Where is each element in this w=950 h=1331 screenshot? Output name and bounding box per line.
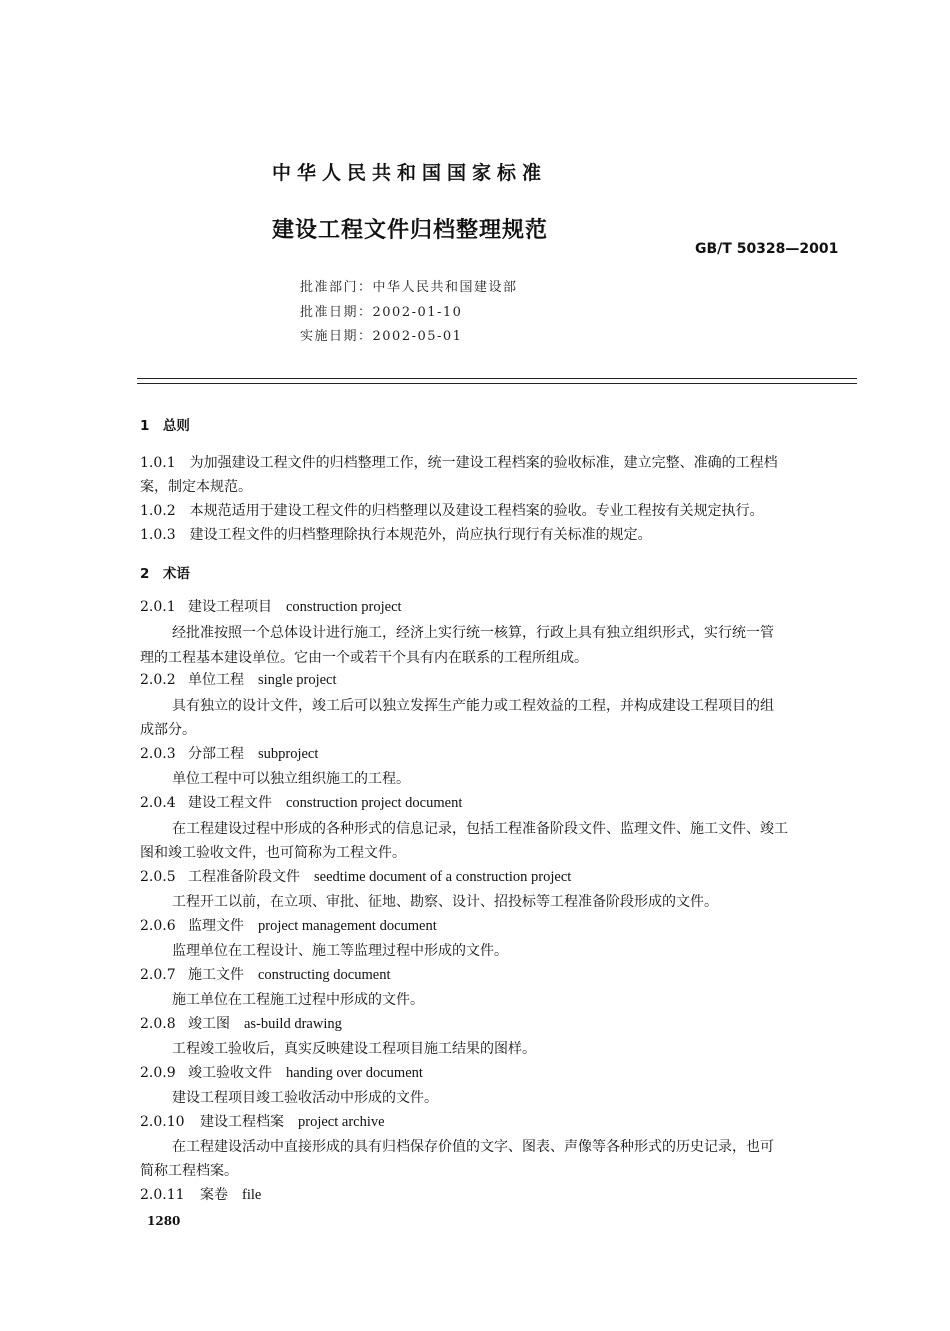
term-chinese: 竣工图 <box>188 1016 230 1032</box>
term-english: project archive <box>298 1114 385 1130</box>
term-2-0-9 <box>140 1063 423 1083</box>
term-2-0-11 <box>140 1185 261 1205</box>
term-english: project management document <box>258 918 437 934</box>
definition-line: 具有独立的设计文件，竣工后可以独立发挥生产能力或工程效益的工程，并构成建设工程项目的组 <box>172 698 774 714</box>
standard-code: GB/T 50328—2001 <box>695 241 839 257</box>
term-chinese: 分部工程 <box>188 746 244 762</box>
term-number: 2.0.2 <box>140 672 176 688</box>
term-2-0-5 <box>140 867 571 887</box>
definition-line: 工程开工以前，在立项、审批、征地、勘察、设计、招投标等工程准备阶段形成的文件。 <box>172 894 718 910</box>
term-english: constructing document <box>258 967 391 983</box>
term-number: 2.0.8 <box>140 1016 176 1032</box>
definition-line: 监理单位在工程设计、施工等监理过程中形成的文件。 <box>172 943 508 959</box>
term-english: construction project document <box>286 795 463 811</box>
clause-1-0-3: 1.0.3 建设工程文件的归档整理除执行本规范外，尚应执行现行有关标准的规定。 <box>140 527 652 543</box>
term-chinese: 建设工程文件 <box>188 795 272 811</box>
definition-line: 成部分。 <box>140 722 196 738</box>
definition-line: 在工程建设过程中形成的各种形式的信息记录，包括工程准备阶段文件、监理文件、施工文件、竣工 <box>172 821 788 837</box>
clause-1-0-2: 1.0.2 本规范适用于建设工程文件的归档整理以及建设工程档案的验收。专业工程按有关规定执行。 <box>140 503 764 519</box>
effective-date: 实施日期：2002-05-01 <box>300 329 463 344</box>
header-rule-top <box>137 378 857 379</box>
term-number: 2.0.7 <box>140 967 176 983</box>
term-number: 2.0.3 <box>140 746 176 762</box>
term-english: file <box>242 1187 262 1203</box>
term-2-0-6 <box>140 916 437 936</box>
term-english: seedtime document of a construction project <box>314 869 572 885</box>
term-2-0-1 <box>140 597 402 617</box>
national-standard-heading: 中华人民共和国国家标准 <box>272 162 548 184</box>
definition-line: 经批准按照一个总体设计进行施工，经济上实行统一核算，行政上具有独立组织形式，实行统一管 <box>172 625 774 641</box>
term-number: 2.0.5 <box>140 869 176 885</box>
term-chinese: 案卷 <box>200 1187 228 1203</box>
term-chinese: 监理文件 <box>188 918 244 934</box>
clause-1-0-1-line-2: 案，制定本规范。 <box>140 479 252 495</box>
document-title: 建设工程文件归档整理规范 <box>272 218 549 243</box>
header-rule-bottom <box>137 383 857 384</box>
term-2-0-8 <box>140 1014 342 1034</box>
term-chinese: 工程准备阶段文件 <box>188 869 300 885</box>
term-chinese: 施工文件 <box>188 967 244 983</box>
definition-line: 施工单位在工程施工过程中形成的文件。 <box>172 992 424 1008</box>
definition-line: 在工程建设活动中直接形成的具有归档保存价值的文字、图表、声像等各种形式的历史记录，也可 <box>172 1139 774 1155</box>
term-chinese: 单位工程 <box>188 672 244 688</box>
term-english: single project <box>258 672 337 688</box>
term-english: subproject <box>258 746 319 762</box>
definition-line: 单位工程中可以独立组织施工的工程。 <box>172 771 410 787</box>
term-number: 2.0.11 <box>140 1187 185 1203</box>
term-number: 2.0.1 <box>140 599 176 615</box>
term-2-0-7 <box>140 965 390 985</box>
clause-1-0-1-line-1: 1.0.1 为加强建设工程文件的归档整理工作，统一建设工程档案的验收标准，建立完整、准确的工程档 <box>140 455 778 471</box>
term-chinese: 竣工验收文件 <box>188 1065 272 1081</box>
definition-line: 理的工程基本建设单位。它由一个或若干个具有内在联系的工程所组成。 <box>140 650 588 666</box>
definition-line: 工程竣工验收后，真实反映建设工程项目施工结果的图样。 <box>172 1041 536 1057</box>
term-english: handing over document <box>286 1065 423 1081</box>
term-number: 2.0.4 <box>140 795 176 811</box>
definition-line: 建设工程项目竣工验收活动中形成的文件。 <box>172 1090 438 1106</box>
term-2-0-4 <box>140 793 462 813</box>
approval-date: 批准日期：2002-01-10 <box>300 305 463 320</box>
definition-line: 图和竣工验收文件，也可简称为工程文件。 <box>140 845 406 861</box>
approving-department: 批准部门：中华人民共和国建设部 <box>300 280 518 295</box>
term-number: 2.0.10 <box>140 1114 185 1130</box>
section-1-heading: 1 总则 <box>140 418 190 434</box>
term-number: 2.0.6 <box>140 918 176 934</box>
term-2-0-3 <box>140 744 318 764</box>
term-number: 2.0.9 <box>140 1065 176 1081</box>
term-chinese: 建设工程档案 <box>200 1114 284 1130</box>
term-english: construction project <box>286 599 402 615</box>
term-2-0-10 <box>140 1112 385 1132</box>
term-english: as-build drawing <box>244 1016 342 1032</box>
definition-line: 简称工程档案。 <box>140 1163 238 1179</box>
page-number: 1280 <box>147 1214 181 1228</box>
section-2-heading: 2 术语 <box>140 566 190 582</box>
term-chinese: 建设工程项目 <box>188 599 272 615</box>
term-2-0-2 <box>140 670 337 690</box>
